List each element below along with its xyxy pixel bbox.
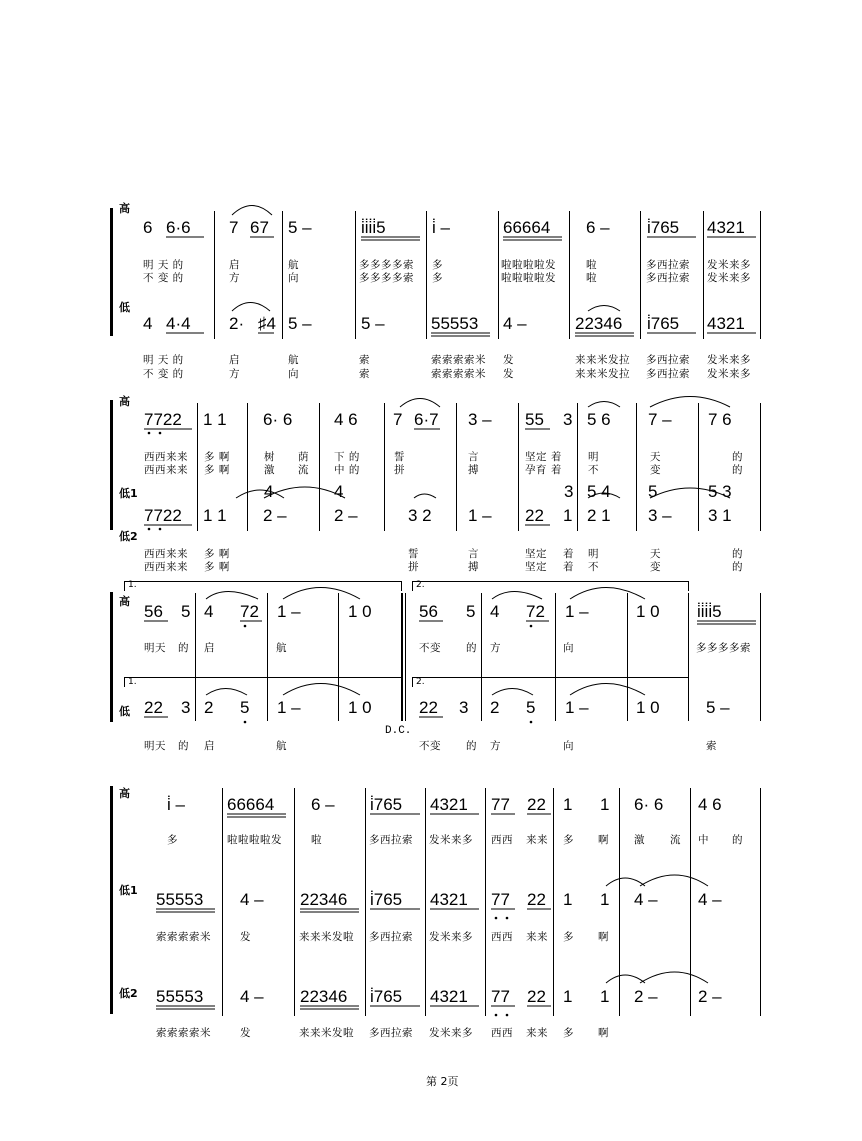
lyric: 多西拉索 <box>369 834 413 846</box>
lyric: 中 的 <box>334 464 360 476</box>
lyric: 发米来多 <box>429 834 473 846</box>
lyric: 变 <box>650 561 661 573</box>
note: 2 – <box>634 987 658 1006</box>
lyric: 不 变 的 <box>143 272 184 284</box>
lyric: 树 <box>264 451 275 463</box>
note: 6·7 <box>414 410 439 429</box>
note: 6 <box>143 218 153 237</box>
slur <box>492 689 533 696</box>
note: 22 <box>527 890 546 909</box>
note: 4 <box>490 602 500 621</box>
note: i̇i̇i̇i̇5 <box>697 602 722 621</box>
note: 3 1 <box>708 506 732 525</box>
note: 72 <box>240 602 259 621</box>
lyric: 来来米发拉 <box>575 354 630 366</box>
note: 5 <box>466 602 476 621</box>
lyric: 啊 <box>598 834 609 846</box>
slur <box>492 592 542 600</box>
slur <box>264 487 345 498</box>
lyric: 拼 <box>408 561 419 573</box>
note: 7 <box>393 410 403 429</box>
note: 1 0 <box>348 698 372 717</box>
lyric: 言 <box>468 548 479 560</box>
note: 1 <box>563 890 573 909</box>
note: 5 – <box>288 314 312 333</box>
note: 1 – <box>565 698 589 717</box>
part-label-low2: 低2 <box>119 530 138 543</box>
note: 7722 <box>144 506 182 525</box>
lyric: 发 <box>240 1027 251 1039</box>
lyric: 多 啊 <box>204 464 230 476</box>
lyric: 多多多多索 <box>359 272 414 284</box>
lyric: 拼 <box>394 464 405 476</box>
note: 77 <box>491 987 510 1006</box>
note: 5 – <box>706 698 730 717</box>
lyric: 方 <box>229 272 240 284</box>
slur <box>206 592 258 600</box>
note: 5 – <box>288 218 312 237</box>
lyric: 坚定 <box>525 561 547 573</box>
page-number: 第 2页 <box>426 1075 459 1088</box>
part-label-high: 高 <box>119 202 130 215</box>
note: 77 <box>491 795 510 814</box>
note: 4 – <box>240 890 264 909</box>
lyric: 多 啊 <box>204 548 230 560</box>
note: 4 – <box>634 890 658 909</box>
note: 4 – <box>698 890 722 909</box>
slur <box>414 494 436 498</box>
lyric: 不变 <box>419 642 441 654</box>
note: 66664 <box>503 218 551 237</box>
lyric: 发 <box>503 354 514 366</box>
note: 4321 <box>430 987 468 1006</box>
note: 4321 <box>430 890 468 909</box>
note: 3 <box>563 410 573 429</box>
note: 22346 <box>575 314 623 333</box>
lyric: 多 <box>167 834 178 846</box>
volta-number: 1. <box>128 580 137 590</box>
note: 2 <box>490 698 500 717</box>
lyric: 西西来来 <box>144 548 188 560</box>
lyric: 索索索索米 <box>156 931 211 943</box>
note: 55553 <box>156 890 204 909</box>
note: 5 <box>240 698 250 717</box>
lyric: 来来米发啦 <box>299 931 354 943</box>
slur <box>606 878 645 886</box>
note: 3 <box>181 698 191 717</box>
lyric: 向 <box>288 368 299 380</box>
lyric: 航 <box>276 740 287 752</box>
slur <box>570 588 645 600</box>
note: 5 – <box>361 314 385 333</box>
lyric: 航 <box>288 259 299 271</box>
lyric: 不变 <box>419 740 441 752</box>
note: 6 – <box>586 218 610 237</box>
note: 22 <box>144 698 163 717</box>
lyric: 发米来多 <box>429 931 473 943</box>
lyric: 激 <box>634 834 645 846</box>
lyric: 来来米发啦 <box>299 1027 354 1039</box>
lyric: 啦 <box>586 259 597 271</box>
slur <box>588 306 620 312</box>
lyric: 不 <box>588 561 599 573</box>
lyric: 向 <box>563 642 574 654</box>
slur <box>606 975 645 983</box>
lyric: 明天 <box>144 642 166 654</box>
note: 77 <box>491 890 510 909</box>
lyric: 来来 <box>526 834 548 846</box>
note: 56 <box>144 602 163 621</box>
lyric: 航 <box>276 642 287 654</box>
slur <box>400 399 440 408</box>
slur <box>588 493 620 498</box>
note: 7 – <box>648 410 672 429</box>
part-label-low: 低 <box>119 301 130 314</box>
lyric: 啊 <box>598 1027 609 1039</box>
lyric: 明天 <box>144 740 166 752</box>
lyric: 坚定 <box>525 548 547 560</box>
note: 1 <box>563 795 573 814</box>
note: 2· <box>229 314 245 333</box>
lyric: 明 天 的 <box>143 259 184 271</box>
note: 1 <box>563 506 573 525</box>
note: 55553 <box>156 987 204 1006</box>
lyric: 西西来来 <box>144 561 188 573</box>
note: 5 4 <box>587 482 611 501</box>
note: 4 – <box>240 987 264 1006</box>
dc-marking: D.C. <box>385 725 412 737</box>
note: 5 <box>181 602 191 621</box>
note: 3 – <box>468 410 492 429</box>
lyric: 索 <box>706 740 717 752</box>
note: 66664 <box>227 795 275 814</box>
lyric: 明 <box>588 548 599 560</box>
lyric: 流 <box>298 464 309 476</box>
lyric: 多 <box>563 834 574 846</box>
lyric: 搏 <box>468 561 479 573</box>
lyric: 索索索索米 <box>431 354 486 366</box>
slur <box>232 303 270 312</box>
part-label-low1: 低1 <box>119 884 138 897</box>
lyric: 西西 <box>491 834 513 846</box>
note: i̇i̇i̇i̇5 <box>361 218 386 237</box>
lyric: 孕育 着 <box>525 464 562 476</box>
note: 1 <box>600 987 610 1006</box>
note: 22 <box>527 987 546 1006</box>
part-label-high: 高 <box>119 395 130 408</box>
note: 4321 <box>707 314 745 333</box>
note: 4321 <box>707 218 745 237</box>
lyric: 下 的 <box>334 451 360 463</box>
note: i̇ – <box>432 218 450 237</box>
note: 3 <box>564 482 574 501</box>
note: 1 – <box>468 506 492 525</box>
lyric: 西西来来 <box>144 464 188 476</box>
note: 1 <box>563 987 573 1006</box>
note: 2 1 <box>587 506 611 525</box>
lyric: 的 <box>732 834 743 846</box>
part-label-low2: 低2 <box>119 987 138 1000</box>
lyric: 多 <box>432 259 443 271</box>
lyric: 流 <box>670 834 681 846</box>
note: 4 <box>264 482 274 501</box>
note: 4 6 <box>698 795 722 814</box>
lyric: 啊 <box>598 931 609 943</box>
note: 7722 <box>144 410 182 429</box>
lyric: 多 啊 <box>204 561 230 573</box>
lyric: 多西拉索 <box>646 272 690 284</box>
lyric: 方 <box>490 642 501 654</box>
lyric: 着 <box>563 561 574 573</box>
note: 6· 6 <box>263 410 293 429</box>
slur <box>236 490 284 498</box>
slur <box>640 875 708 886</box>
lyric: 来来 <box>526 1027 548 1039</box>
note: 5 <box>648 482 658 501</box>
slur <box>283 588 360 600</box>
lyric: 的 <box>466 740 477 752</box>
note: 4 <box>204 602 214 621</box>
lyric: 多 <box>432 272 443 284</box>
lyric: 航 <box>288 354 299 366</box>
lyric: 多多多多索 <box>359 259 414 271</box>
note: 7 <box>229 218 239 237</box>
volta-number: 1. <box>128 677 137 687</box>
lyric: 发米来多 <box>707 259 751 271</box>
note: 3 – <box>648 506 672 525</box>
lyric: 不 <box>588 464 599 476</box>
lyric: 坚定 着 <box>525 451 562 463</box>
lyric: 索 <box>359 354 370 366</box>
note: 55553 <box>431 314 479 333</box>
lyric: 言 <box>468 451 479 463</box>
lyric: 发米来多 <box>707 354 751 366</box>
lyric: 誓 <box>408 548 419 560</box>
lyric: 搏 <box>468 464 479 476</box>
lyric: 索索索索米 <box>431 368 486 380</box>
note: 1 0 <box>636 698 660 717</box>
note: 4·4 <box>166 314 191 333</box>
part-label-low: 低 <box>119 705 130 718</box>
slur <box>650 397 730 408</box>
slur <box>640 972 708 983</box>
lyric: 啦 <box>586 272 597 284</box>
lyric: 来来 <box>526 931 548 943</box>
note: 2 – <box>334 506 358 525</box>
lyric: 多 <box>563 1027 574 1039</box>
lyric: 来来米发拉 <box>575 368 630 380</box>
lyric: 明 天 的 <box>143 354 184 366</box>
lyric: 明 <box>588 451 599 463</box>
note: 1 <box>600 890 610 909</box>
lyric: 发米来多 <box>429 1027 473 1039</box>
slur <box>206 689 247 696</box>
slur <box>283 684 360 696</box>
lyric: 的 <box>732 548 743 560</box>
lyric: 发米来多 <box>707 272 751 284</box>
note: 1 <box>600 795 610 814</box>
lyric: 的 <box>732 451 743 463</box>
note: 1 – <box>277 602 301 621</box>
lyric: 的 <box>732 464 743 476</box>
note: i̇ – <box>167 795 185 814</box>
slur <box>588 402 620 408</box>
lyric: 不 变 的 <box>143 368 184 380</box>
note: 1 0 <box>636 602 660 621</box>
note: 1 1 <box>203 410 227 429</box>
lyric: 启 <box>204 740 215 752</box>
lyric: 啦啦啦啦发 <box>501 259 556 271</box>
lyric: 荫 <box>298 451 309 463</box>
note: 56 <box>419 602 438 621</box>
lyric: 的 <box>466 642 477 654</box>
lyric: 变 <box>650 464 661 476</box>
lyric: 启 <box>229 354 240 366</box>
part-label-high: 高 <box>119 787 130 800</box>
lyric: 天 <box>650 451 661 463</box>
note: 2 – <box>263 506 287 525</box>
note: i̇765 <box>647 218 680 237</box>
lyric: 啦 <box>311 834 322 846</box>
note: 6· 6 <box>634 795 664 814</box>
note: 22 <box>527 795 546 814</box>
note: 22346 <box>300 987 348 1006</box>
lyric: 多多多多索 <box>696 642 751 654</box>
note: 4 6 <box>334 410 358 429</box>
lyric: 西西 <box>491 1027 513 1039</box>
note: 2 <box>204 698 214 717</box>
lyric: 多西拉索 <box>646 259 690 271</box>
note: 6 – <box>311 795 335 814</box>
note: i̇765 <box>370 890 403 909</box>
note: 22346 <box>300 890 348 909</box>
note: 72 <box>526 602 545 621</box>
lyric: 索索索索米 <box>156 1027 211 1039</box>
note: i̇765 <box>370 795 403 814</box>
note: 1 1 <box>203 506 227 525</box>
lyric: 多西拉索 <box>646 354 690 366</box>
note: 4 – <box>503 314 527 333</box>
lyric: 方 <box>490 740 501 752</box>
note: 55 <box>525 410 544 429</box>
note: 6·6 <box>166 218 191 237</box>
slur <box>570 684 645 696</box>
note: 4 <box>334 482 344 501</box>
lyric: 多 啊 <box>204 451 230 463</box>
note: 3 <box>459 698 469 717</box>
part-label-high: 高 <box>119 595 130 608</box>
lyric: 西西来来 <box>144 451 188 463</box>
lyric: 多西拉索 <box>646 368 690 380</box>
lyric: 啦啦啦啦发 <box>501 272 556 284</box>
note: 2 – <box>698 987 722 1006</box>
lyric: 着 <box>563 548 574 560</box>
lyric: 啦啦啦啦发 <box>227 834 282 846</box>
lyric: 向 <box>563 740 574 752</box>
lyric: 发米来多 <box>707 368 751 380</box>
slur <box>650 488 730 498</box>
lyric: 索 <box>359 368 370 380</box>
note: 4321 <box>430 795 468 814</box>
lyric: 激 <box>264 464 275 476</box>
note: 3 2 <box>408 506 432 525</box>
note: 4 <box>143 314 153 333</box>
slur <box>232 206 272 216</box>
lyric: 启 <box>229 259 240 271</box>
lyric: 发 <box>240 931 251 943</box>
note: 22 <box>525 506 544 525</box>
lyric: 的 <box>732 561 743 573</box>
lyric: 多 <box>563 931 574 943</box>
lyric: 发 <box>503 368 514 380</box>
note: 1 0 <box>348 602 372 621</box>
lyric: 的 <box>178 740 189 752</box>
lyric: 启 <box>204 642 215 654</box>
note: 22 <box>419 698 438 717</box>
note: 5 3 <box>708 482 732 501</box>
note: ♯4 <box>258 314 276 333</box>
lyric: 方 <box>229 368 240 380</box>
lyric: 誓 <box>394 451 405 463</box>
note: 1 – <box>277 698 301 717</box>
lyric: 中 <box>698 834 709 846</box>
lyric: 向 <box>288 272 299 284</box>
note: 5 6 <box>587 410 611 429</box>
note: i̇765 <box>647 314 680 333</box>
lyric: 多西拉索 <box>369 1027 413 1039</box>
note: 7 6 <box>708 410 732 429</box>
lyric: 天 <box>650 548 661 560</box>
lyric: 的 <box>178 642 189 654</box>
lyric: 多西拉索 <box>369 931 413 943</box>
note: 67 <box>250 218 269 237</box>
note: 1 – <box>565 602 589 621</box>
note: 5 <box>526 698 536 717</box>
note: i̇765 <box>370 987 403 1006</box>
part-label-low1: 低1 <box>119 487 138 500</box>
volta-number: 2. <box>416 580 425 590</box>
volta-number: 2. <box>416 677 425 687</box>
lyric: 西西 <box>491 931 513 943</box>
